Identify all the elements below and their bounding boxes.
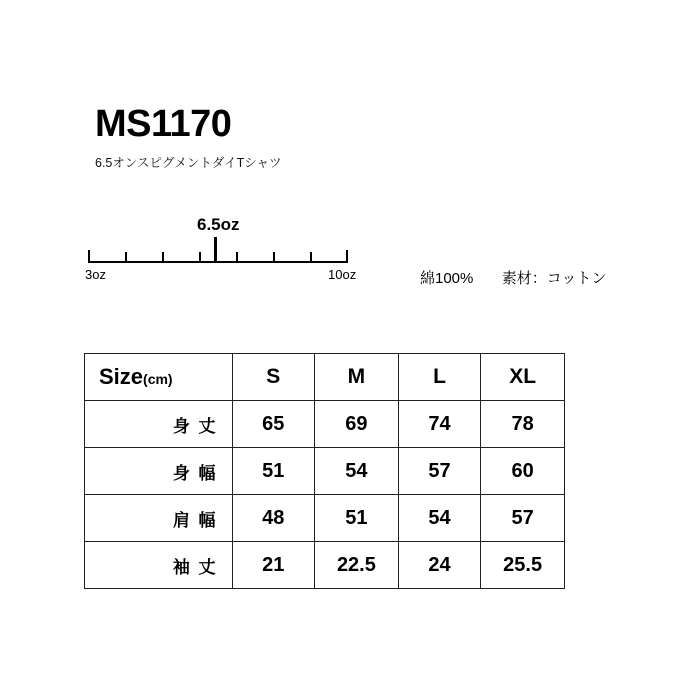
size-table: [84, 353, 565, 589]
product-name: 6.5オンスピグメントダイTシャツ: [95, 156, 282, 170]
material-composition: 綿100%: [420, 270, 474, 287]
cell-value: 51: [232, 448, 315, 495]
column-header-s: S: [232, 354, 315, 401]
table-row: [85, 495, 565, 542]
column-header-l: L: [398, 354, 481, 401]
cell-value: 54: [315, 448, 399, 495]
table-row: [85, 401, 565, 448]
cell-value: 22.5: [315, 542, 399, 589]
table-header-row: [85, 354, 565, 401]
size-header-unit: (cm): [143, 371, 173, 387]
cell-value: 57: [398, 448, 481, 495]
cell-value: 65: [232, 401, 315, 448]
cell-value: 78: [481, 401, 565, 448]
scale-axis-line: [88, 261, 348, 263]
column-header-xl: XL: [481, 354, 565, 401]
scale-min-label: 3oz: [85, 267, 106, 282]
weight-value-label: 6.5oz: [197, 215, 240, 234]
row-label: 肩 幅: [85, 495, 233, 542]
cell-value: 54: [398, 495, 481, 542]
product-code: MS1170: [95, 103, 232, 145]
table-row: [85, 448, 565, 495]
title-block: [95, 105, 282, 171]
row-label: 身 幅: [85, 448, 233, 495]
size-header-main: Size: [99, 364, 144, 389]
row-label: 身 丈: [85, 401, 233, 448]
row-label: 袖 丈: [85, 542, 233, 589]
cell-value: 74: [398, 401, 481, 448]
cell-value: 48: [232, 495, 315, 542]
scale-value-marker: [214, 237, 217, 263]
cell-value: 69: [315, 401, 399, 448]
weight-scale: [85, 215, 365, 295]
cell-value: 57: [481, 495, 565, 542]
scale-max-label: 10oz: [328, 267, 357, 282]
cell-value: 21: [232, 542, 315, 589]
cell-value: 25.5: [481, 542, 565, 589]
material-block: [420, 267, 606, 288]
size-header-cell: [85, 354, 233, 401]
material-label: 素材：コットン: [501, 270, 607, 287]
cell-value: 24: [398, 542, 481, 589]
table-row: [85, 542, 565, 589]
column-header-m: M: [315, 354, 399, 401]
cell-value: 60: [481, 448, 565, 495]
cell-value: 51: [315, 495, 399, 542]
